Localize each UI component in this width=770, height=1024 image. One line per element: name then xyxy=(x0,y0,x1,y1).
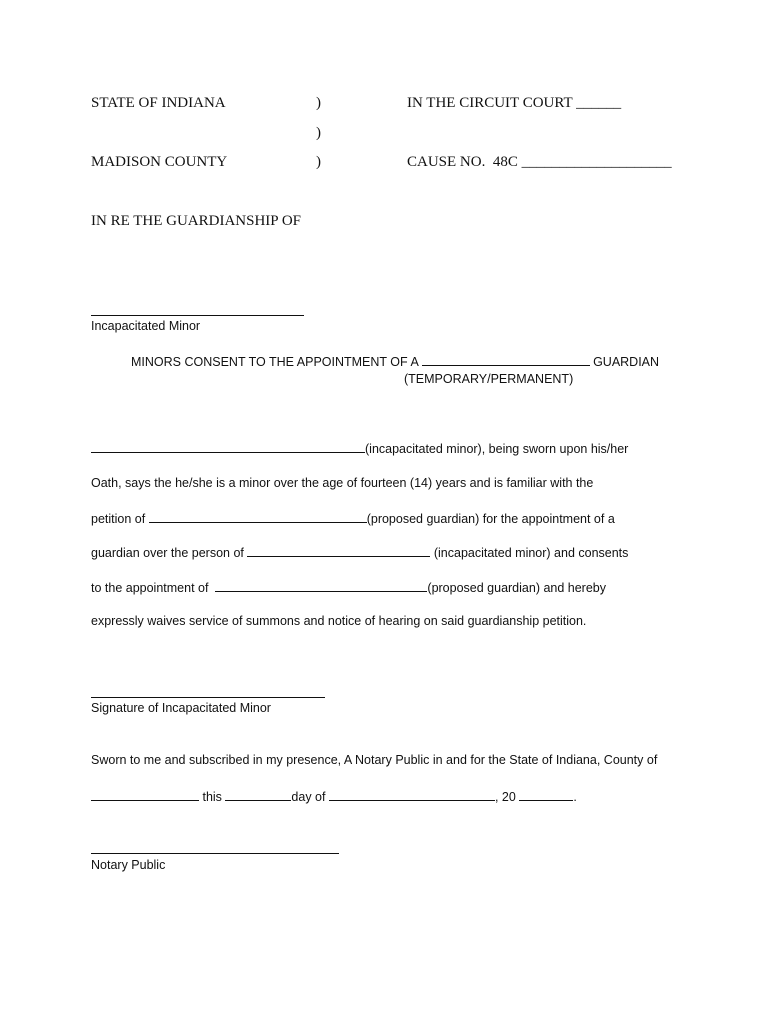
court-label-text: IN THE CIRCUIT COURT xyxy=(407,95,573,111)
caption-paren-1: ) xyxy=(316,95,321,111)
cause-label-text: CAUSE NO. 48C xyxy=(407,154,518,170)
title-suffix: GUARDIAN xyxy=(593,355,660,369)
cause-number-field[interactable]: ____________________ xyxy=(521,154,672,170)
state-label: STATE OF INDIANA xyxy=(91,95,226,111)
day-field[interactable] xyxy=(225,788,291,801)
county-field[interactable] xyxy=(91,788,199,801)
year-label: , 20 xyxy=(494,790,516,804)
day-of-label: day of xyxy=(291,790,326,804)
court-number-field[interactable]: ______ xyxy=(576,95,622,111)
proposed-guardian-field-1[interactable] xyxy=(149,510,367,523)
body-line-1 xyxy=(91,440,628,457)
incapacitated-minor-label: Incapacitated Minor xyxy=(91,319,201,333)
body-line-4 xyxy=(91,544,628,561)
guardian-type-field[interactable] xyxy=(422,353,590,366)
minor-person-field[interactable] xyxy=(247,544,430,557)
month-field[interactable] xyxy=(329,788,495,801)
notary-public-label: Notary Public xyxy=(91,858,166,872)
in-re-heading: IN RE THE GUARDIANSHIP OF xyxy=(91,213,302,229)
signature-label: Signature of Incapacitated Minor xyxy=(91,701,271,715)
proposed-guardian-field-2[interactable] xyxy=(215,579,427,592)
title-prefix: MINORS CONSENT TO THE APPOINTMENT OF A xyxy=(131,355,419,369)
body-line-1-text: (incapacitated minor), being sworn upon his/her xyxy=(365,442,629,456)
body-line-4-suffix: (incapacitated minor) and consents xyxy=(433,546,629,560)
this-label: this xyxy=(202,790,222,804)
body-line-5-prefix: to the appointment of xyxy=(91,581,209,595)
document-subtitle: (TEMPORARY/PERMANENT) xyxy=(404,372,574,386)
caption-paren-3: ) xyxy=(316,154,321,170)
county-label: MADISON COUNTY xyxy=(91,154,228,170)
caption-paren-2: ) xyxy=(316,125,321,141)
year-field[interactable] xyxy=(519,788,573,801)
notary-date-line xyxy=(91,788,577,805)
court-label xyxy=(407,94,621,112)
document-title xyxy=(131,353,659,370)
body-line-4-prefix: guardian over the person of xyxy=(91,546,244,560)
notary-sworn-text: Sworn to me and subscribed in my presence, A Notary Public in and for the State of Indiana, County of xyxy=(91,753,658,767)
body-line-6: expressly waives service of summons and notice of hearing on said guardianship petition. xyxy=(91,614,587,628)
signature-line[interactable] xyxy=(91,697,325,698)
body-line-2: Oath, says the he/she is a minor over the age of fourteen (14) years and is familiar with the xyxy=(91,476,594,490)
notary-signature-line[interactable] xyxy=(91,853,339,854)
body-line-5 xyxy=(91,579,606,596)
body-line-3-prefix: petition of xyxy=(91,512,146,526)
minor-name-field[interactable] xyxy=(91,440,365,453)
period-mark: . xyxy=(573,790,577,804)
body-line-3-suffix: (proposed guardian) for the appointment of a xyxy=(366,512,615,526)
cause-number xyxy=(407,153,672,171)
minor-name-line[interactable] xyxy=(91,315,304,316)
body-line-5-suffix: (proposed guardian) and hereby xyxy=(427,581,607,595)
body-line-3 xyxy=(91,510,615,527)
